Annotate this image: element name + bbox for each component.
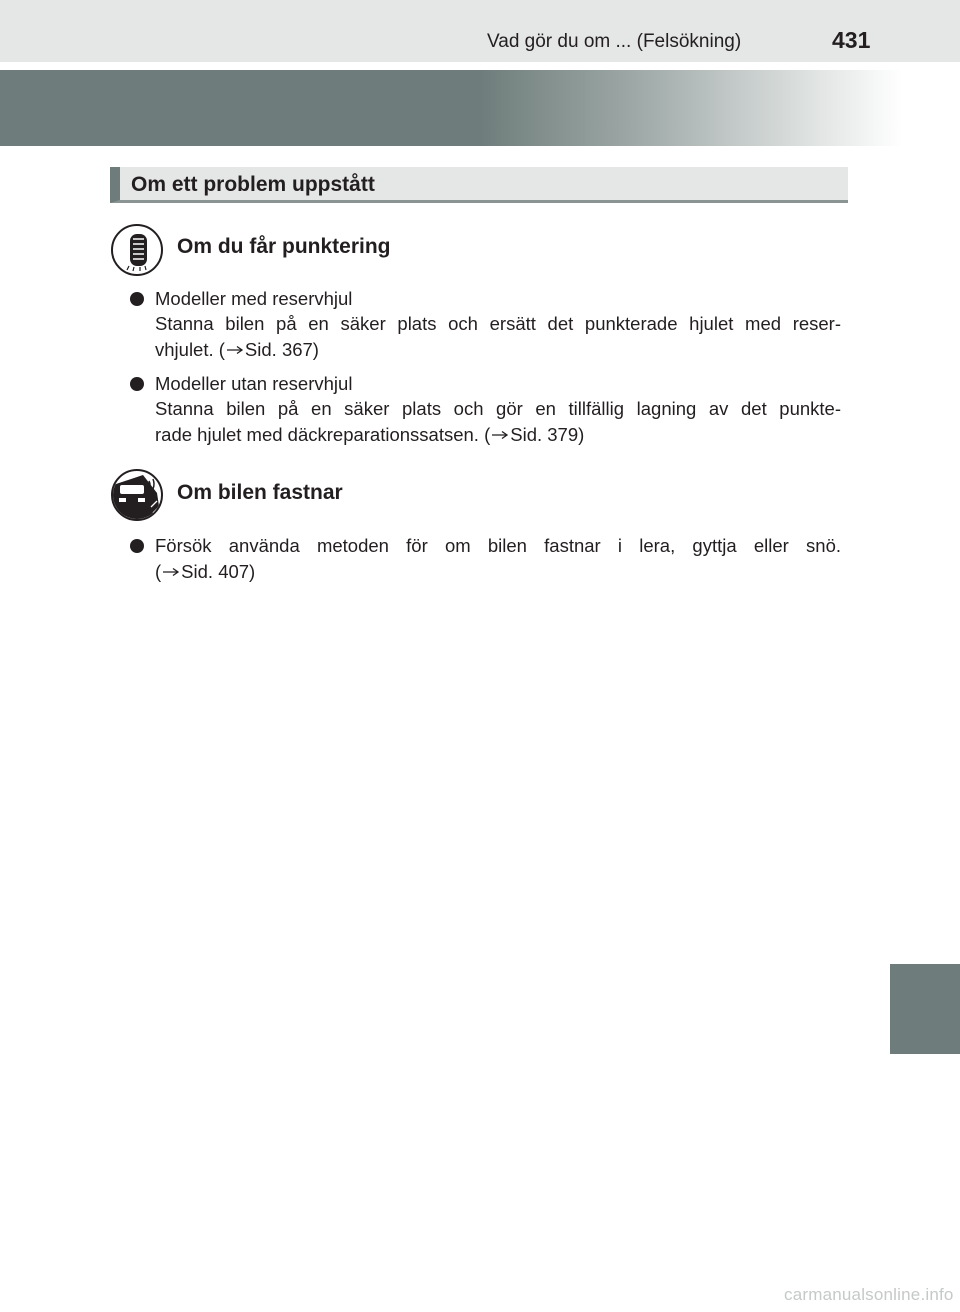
watermark: carmanualsonline.info <box>784 1285 954 1304</box>
stuck-heading: Om bilen fastnar <box>177 481 343 504</box>
arrow-right-icon <box>162 567 180 577</box>
section-heading-text: Om ett problem uppstått <box>131 173 375 196</box>
item-title: Modeller utan reservhjul <box>155 373 353 394</box>
arrow-right-icon <box>226 345 244 355</box>
page-reference-link[interactable]: Sid. 379) <box>510 424 585 445</box>
item-text: Stanna bilen på en säker plats och gör en tillfällig lagning av det punkte- <box>155 398 841 419</box>
item-text: Stanna bilen på en säker plats och ersätt det punkterade hjulet med reser- <box>155 313 841 334</box>
item-text-line2 <box>155 339 319 361</box>
item-title: Modeller med reservhjul <box>155 288 353 309</box>
chapter-side-tab <box>890 964 960 1054</box>
page-reference-link[interactable]: Sid. 407) <box>181 561 256 582</box>
bullet-icon <box>130 292 144 306</box>
bullet-icon <box>130 539 144 553</box>
chapter-title: Vad gör du om ... (Felsökning) <box>487 31 742 52</box>
page-number: 431 <box>832 27 871 53</box>
puncture-heading: Om du får punktering <box>177 235 391 258</box>
arrow-right-icon <box>491 430 509 440</box>
chapter-banner <box>0 70 960 146</box>
item-text-prefix: vhjulet. ( <box>155 339 225 360</box>
tire-icon <box>111 224 163 276</box>
stuck-car-icon <box>111 469 163 521</box>
item-text-prefix: rade hjulet med däckreparationssatsen. ( <box>155 424 491 445</box>
item-text-line2 <box>155 424 584 446</box>
bullet-icon <box>130 377 144 391</box>
page-reference-link[interactable]: Sid. 367) <box>244 339 319 360</box>
page-header <box>0 0 960 62</box>
item-text: Försök använda metoden för om bilen fastnar i lera, gyttja eller snö. <box>155 535 841 556</box>
item-text-line2 <box>155 561 255 583</box>
item-text-prefix: ( <box>155 561 162 582</box>
section-heading <box>110 167 848 203</box>
